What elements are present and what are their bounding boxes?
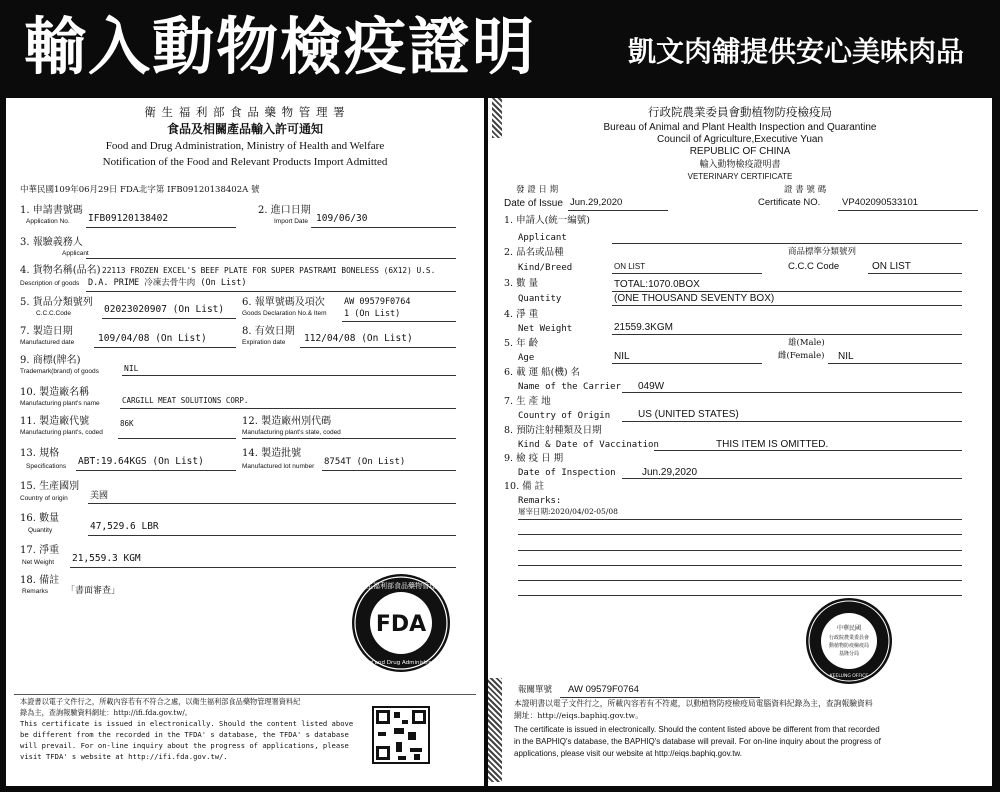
field-sub: Goods Declaration No.& Item — [242, 310, 327, 317]
fda-footer-en-3: will prevail. For on-line inquiry about the progress of applications, please — [20, 741, 349, 750]
field-sub: Manufacturing plant's, coded — [20, 429, 103, 436]
quantity: 47,529.6 LBR — [90, 521, 159, 532]
specifications: ABT:19.64KGS (On List) — [78, 456, 204, 467]
row-label-en: Quantity — [518, 294, 562, 304]
goods-description: 22113 FROZEN EXCEL'S BEEF PLATE FOR SUPER PASTRAMI BONELESS (6X12) U.S. — [102, 266, 436, 275]
field-sub: Expiration date — [242, 339, 286, 346]
row-label-en: Date of Inspection — [518, 468, 616, 478]
net-weight: 21559.3KGM — [614, 322, 673, 333]
female-label: 雌(Female) — [778, 351, 825, 361]
row-label-en: Name of the Carrier — [518, 382, 621, 392]
application-no: IFB09120138402 — [88, 213, 169, 224]
quantity-words: (ONE THOUSAND SEVENTY BOX) — [614, 293, 775, 304]
ccc-code-zh: 商品標準分類號列 — [788, 247, 857, 257]
row-label-en: Age — [518, 353, 535, 363]
vaccination: THIS ITEM IS OMITTED. — [716, 439, 829, 450]
goods-description-2: D.A. PRIME 冷凍去骨牛肉 (On List) — [88, 278, 247, 288]
field-label: 3. 報驗義務人 — [20, 237, 83, 248]
vet-footer-zh-1: 本證明書以電子文件行之，所載內容若有不符處，以動植物防疫檢疫局電腦資料紀錄為主，查詢報驗資料 — [514, 699, 873, 708]
row-label-en: Country of Origin — [518, 411, 611, 421]
fda-notice-en: Notification of the Food and Relevant Products Import Admitted — [102, 156, 388, 168]
trademark: NIL — [124, 364, 139, 373]
fda-qr-code[interactable] — [372, 706, 430, 764]
vet-header-en-3: REPUBLIC OF CHINA — [689, 146, 791, 157]
field-sub: C.C.C.Code — [36, 310, 72, 317]
fda-footer-en-2: be different from the recorded in the TFDA' s database, the TFDA' s database — [20, 730, 349, 739]
manufacturer-name: CARGILL MEAT SOLUTIONS CORP. — [122, 396, 249, 405]
vet-footer-zh-2: 網址：http://eiqs.baphiq.gov.tw。 — [514, 711, 643, 720]
row-label: 3. 數 量 — [504, 278, 539, 289]
field-label: 8. 有效日期 — [242, 326, 295, 337]
issue-date: Jun.29,2020 — [570, 197, 623, 208]
net-weight: 21,559.3 KGM — [72, 553, 141, 564]
fda-footer-en-4: visit TFDA' s website at http://ifi.fda.gov.tw/. — [20, 752, 228, 761]
fda-import-notice — [6, 98, 484, 786]
field-sub: Manufacturing plant's state, coded — [242, 429, 341, 436]
vet-footer-en-1: The certificate is issued in electronically. Should the content listed above be different from that recorded — [514, 725, 880, 734]
fda-seal — [352, 574, 450, 672]
row-label: 7. 生 產 地 — [504, 396, 551, 407]
field-sub: Quantity — [28, 527, 53, 534]
fda-seal-ring-en: Food and Drug Administration — [359, 660, 443, 666]
row-label: 10. 備 註 — [504, 481, 545, 492]
vet-header-en-1: Bureau of Animal and Plant Health Inspection and Quarantine — [603, 122, 877, 133]
sex: NIL — [838, 351, 854, 362]
seal-ring: KEELUNG OFFICE — [829, 674, 869, 679]
field-sub: Import Date — [274, 218, 308, 225]
field-label: 16. 數量 — [20, 513, 60, 524]
field-label: 7. 製造日期 — [20, 326, 73, 337]
row-label: 6. 載 運 船(機) 名 — [504, 367, 581, 378]
fda-footer-zh-2: 錄為主，查詢報驗資料網址：http://ifi.fda.gov.tw/。 — [20, 708, 192, 717]
row-label: 2. 品名或品種 — [504, 247, 564, 258]
field-label: 9. 商標(牌名) — [20, 355, 81, 366]
row-label: 8. 預防注射種類及日期 — [504, 425, 602, 436]
ccc-code: ON LIST — [872, 261, 911, 272]
field-label: 2. 進口日期 — [258, 205, 311, 216]
remarks: 「書面審查」 — [66, 586, 121, 596]
declaration-number: AW 09579F0764 — [568, 684, 639, 695]
seal-sub-3: 基隆分局 — [838, 651, 860, 657]
row-label: 5. 年 齡 — [504, 338, 539, 349]
row-label: 1. 申請人(統一編號) — [504, 215, 590, 226]
field-label: 5. 貨品分類號列 — [20, 297, 93, 308]
row-label-en: Kind/Breed — [518, 263, 573, 273]
field-sub: Manufactured date — [20, 339, 75, 346]
row-label-en: Remarks: — [518, 496, 562, 506]
carrier: 049W — [638, 381, 665, 392]
field-label: 17. 淨重 — [20, 545, 60, 556]
country-origin: US (UNITED STATES) — [638, 409, 739, 420]
seal-title: 中華民國 — [836, 625, 862, 632]
banner — [0, 0, 1000, 96]
baphiq-seal — [806, 598, 892, 684]
declaration-no: AW 09579F0764 — [344, 297, 411, 307]
country-of-origin: 美國 — [90, 491, 109, 501]
row-label-en: Kind & Date of Vaccination — [518, 440, 659, 450]
remarks-slaughter-date: 屠宰日期:2020/04/02-05/08 — [518, 507, 618, 516]
row-label: 4. 淨 重 — [504, 309, 539, 320]
field-label: 12. 製造廠州別代碼 — [242, 416, 332, 427]
row-label: 9. 檢 疫 日 期 — [504, 453, 564, 464]
field-sub: Specifications — [26, 463, 67, 470]
cert-no-label: Certificate NO. — [758, 197, 821, 208]
import-date: 109/06/30 — [316, 213, 368, 224]
seal-sub-2: 動植物防疫檢疫局 — [828, 643, 870, 649]
fda-header-zh2: 食品及相關產品輸入許可通知 — [166, 122, 323, 136]
declaration-item: 1 (On List) — [344, 309, 401, 319]
field-label: 11. 製造廠代號 — [20, 416, 90, 427]
field-label: 13. 規格 — [20, 448, 60, 459]
ccc-code-label: C.C.C Code — [788, 261, 840, 272]
field-label: 10. 製造廠名稱 — [20, 387, 90, 398]
field-sub: Net Weight — [22, 559, 55, 566]
fda-seal-text: FDA — [375, 612, 427, 637]
cert-no-zh: 證 書 號 碼 — [784, 185, 827, 195]
vet-header-zh-2: 輸入動物檢疫證明書 — [699, 160, 781, 170]
issue-date-zh: 發 證 日 期 — [516, 185, 559, 195]
inspection-date: Jun.29,2020 — [642, 467, 698, 478]
field-label: 15. 生產國別 — [20, 481, 80, 492]
fda-footer-zh-1: 本證書以電子文件行之，所載內容若有不符合之處，以衛生福利部食品藥物管理署資料紀 — [20, 697, 301, 706]
row-label-en: Net Weight — [518, 324, 573, 334]
certificate-number: VP402090533101 — [842, 197, 919, 208]
field-sub: Country of origin — [20, 495, 68, 502]
quantity-total: TOTAL:1070.0BOX — [614, 279, 700, 290]
field-sub: Manufacturing plant's name — [20, 400, 100, 407]
issue-date-label: Date of Issue — [504, 198, 563, 209]
field-label: 1. 申請書號碼 — [20, 205, 83, 216]
vet-header-zh: 行政院農業委員會動植物防疫檢疫局 — [648, 105, 832, 119]
decl-no-zh: 報關單號 — [518, 685, 553, 695]
age: NIL — [614, 351, 630, 362]
field-sub: Description of goods — [20, 280, 80, 287]
row-label-en: Applicant — [518, 233, 567, 243]
ccc-code: 02023020907 (On List) — [104, 304, 225, 315]
field-label: 18. 備註 — [20, 575, 60, 586]
field-sub: Application No. — [26, 218, 70, 225]
field-label: 4. 貨物名稱(品名) — [20, 265, 101, 276]
fda-ref-line: 中華民國109年06月29日 FDA北字第 IFB09120138402A 號 — [20, 185, 260, 195]
field-sub: Applicant — [62, 250, 89, 257]
banner-title: 輸入動物檢疫證明 — [24, 10, 537, 83]
field-sub: Trademark(brand) of goods — [20, 368, 99, 375]
fda-header-zh: 衛 生 福 利 部 食 品 藥 物 管 理 署 — [144, 105, 346, 119]
field-sub: Remarks — [22, 588, 49, 595]
lot-number: 8754T (On List) — [324, 457, 406, 467]
fda-seal-ring: 衛生福利部食品藥物管理署 — [359, 582, 443, 590]
veterinary-certificate — [488, 98, 992, 786]
manufactured-date: 109/04/08 (On List) — [98, 333, 207, 344]
vet-footer-en-2: in the BAPHIQ's database, the BAPHIQ's database will prevail. For on-line inquiry about the progress of — [514, 737, 881, 746]
seal-sub-1: 行政院農業委員會 — [828, 635, 870, 641]
kind-breed: ON LIST — [614, 262, 646, 271]
male-label: 雄(Male) — [788, 338, 825, 348]
banner-subtitle: 凱文肉舖提供安心美味肉品 — [627, 35, 964, 68]
vet-header-en-4: VETERINARY CERTIFICATE — [687, 172, 793, 181]
manufacturer-code: 86K — [120, 419, 134, 428]
vet-footer-en-3: applications, please visit our website at http://eiqs.baphiq.gov.tw. — [514, 749, 742, 758]
expiration-date: 112/04/08 (On List) — [304, 333, 413, 344]
fda-footer-en-1: This certificate is issued in electronically. Should the content listed above — [20, 719, 354, 728]
field-label: 6. 報單號碼及項次 — [242, 297, 325, 308]
vet-header-en-2: Council of Agriculture,Executive Yuan — [656, 134, 824, 145]
field-sub: Manufactured lot number — [242, 463, 315, 470]
fda-header-en: Food and Drug Administration, Ministry of Health and Welfare — [105, 140, 385, 152]
field-label: 14. 製造批號 — [242, 448, 302, 459]
